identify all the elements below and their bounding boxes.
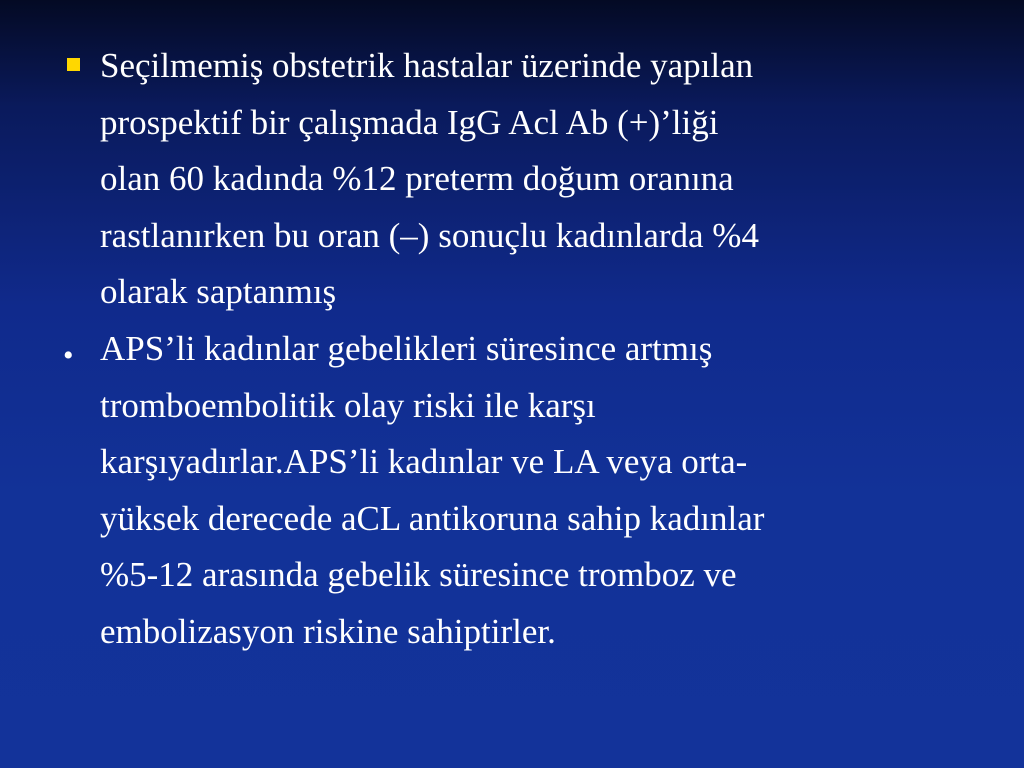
dot-bullet-icon: • <box>63 339 74 372</box>
square-bullet-icon <box>67 58 80 71</box>
text-line: %5-12 arasında gebelik süresince tromboz ve <box>100 555 737 594</box>
text-line: olan 60 kadında %12 preterm doğum oranına <box>100 159 734 198</box>
text-line: rastlanırken bu oran (–) sonuçlu kadınlarda %4 <box>100 215 759 255</box>
text-line: prospektif bir çalışmada IgG Acl Ab (+)’liği <box>100 102 719 142</box>
bullet-text <box>100 321 960 660</box>
text-line: embolizasyon riskine sahiptirler. <box>100 611 556 651</box>
text-line: yüksek derecede aCL antikoruna sahip kadınlar <box>100 498 765 538</box>
bullet-text <box>100 38 960 321</box>
text-line: karşıyadırlar.APS’li kadınlar ve LA veya orta- <box>100 442 748 481</box>
text-line: olarak saptanmış <box>100 272 337 311</box>
text-line: APS’li kadınlar gebelikleri süresince artmış <box>100 329 713 368</box>
text-line: tromboembolitik olay riski ile karşı <box>100 385 596 425</box>
text-line: Seçilmemiş obstetrik hastalar üzerinde yapılan <box>100 46 754 85</box>
